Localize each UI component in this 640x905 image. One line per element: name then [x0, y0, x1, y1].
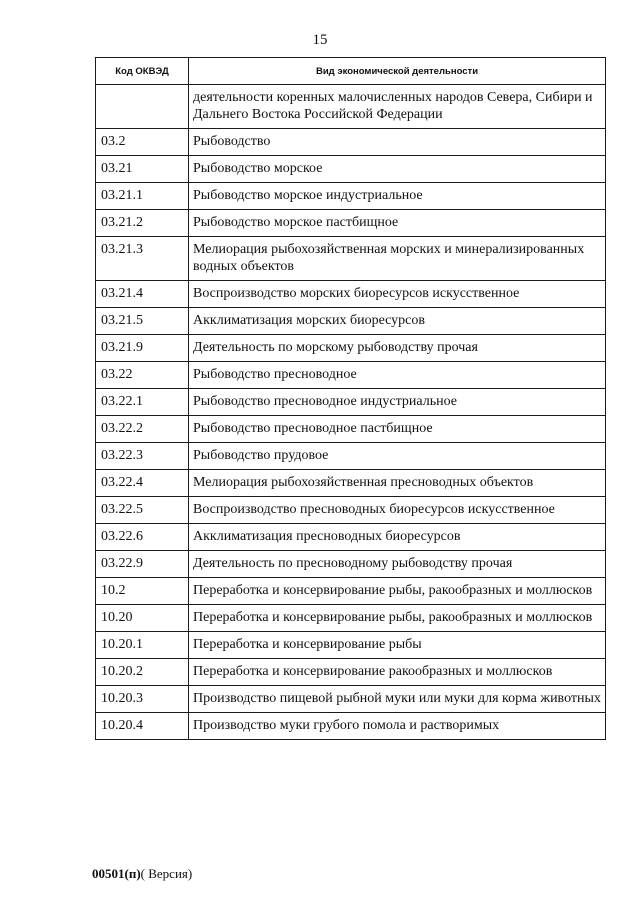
table-row — [96, 156, 606, 183]
table-row — [96, 210, 606, 237]
okved-code: 03.21 — [96, 156, 189, 183]
okved-code: 10.20.1 — [96, 632, 189, 659]
table-row — [96, 281, 606, 308]
table-row — [96, 659, 606, 686]
table-row — [96, 497, 606, 524]
okved-code: 03.22.2 — [96, 416, 189, 443]
activity-name: Переработка и консервирование ракообразных и моллюсков — [189, 659, 606, 686]
okved-code: 10.20 — [96, 605, 189, 632]
table-row — [96, 129, 606, 156]
activity-name: Акклиматизация морских биоресурсов — [189, 308, 606, 335]
okved-code: 03.22.6 — [96, 524, 189, 551]
activity-name: Мелиорация рыбохозяйственная пресноводных объектов — [189, 470, 606, 497]
table-row — [96, 578, 606, 605]
activity-name: Мелиорация рыбохозяйственная морских и минерализированных водных объектов — [189, 237, 606, 281]
footer-code: 00501(п) — [92, 866, 141, 881]
table-row — [96, 686, 606, 713]
table-row — [96, 443, 606, 470]
activity-name: Рыбоводство морское индустриальное — [189, 183, 606, 210]
okved-code: 03.22.5 — [96, 497, 189, 524]
table-row — [96, 389, 606, 416]
table-row — [96, 713, 606, 740]
table-row — [96, 551, 606, 578]
activity-name: деятельности коренных малочисленных народов Севера, Сибири и Дальнего Востока Российской Федерации — [189, 85, 606, 129]
table-row — [96, 183, 606, 210]
okved-code: 03.21.5 — [96, 308, 189, 335]
table-row — [96, 632, 606, 659]
activity-name: Рыбоводство пресноводное пастбищное — [189, 416, 606, 443]
activity-name: Производство пищевой рыбной муки или муки для корма животных — [189, 686, 606, 713]
table-header-row — [96, 58, 606, 85]
activity-name: Рыбоводство — [189, 129, 606, 156]
okved-code: 03.21.9 — [96, 335, 189, 362]
activity-name: Рыбоводство пресноводное индустриальное — [189, 389, 606, 416]
table-row — [96, 237, 606, 281]
activity-name: Акклиматизация пресноводных биоресурсов — [189, 524, 606, 551]
activity-name: Рыбоводство морское — [189, 156, 606, 183]
activity-name: Переработка и консервирование рыбы, ракообразных и моллюсков — [189, 605, 606, 632]
okved-code: 03.21.2 — [96, 210, 189, 237]
footer-version: ( Версия) — [140, 866, 193, 881]
okved-code: 03.22.9 — [96, 551, 189, 578]
activity-name: Деятельность по пресноводному рыбоводству прочая — [189, 551, 606, 578]
okved-code: 03.22.4 — [96, 470, 189, 497]
header-activity: Вид экономической деятельности — [189, 58, 606, 85]
okved-code: 03.22 — [96, 362, 189, 389]
activity-name: Производство муки грубого помола и растворимых — [189, 713, 606, 740]
activity-name: Рыбоводство пресноводное — [189, 362, 606, 389]
activity-name: Воспроизводство пресноводных биоресурсов искусственное — [189, 497, 606, 524]
header-code: Код ОКВЭД — [96, 58, 189, 85]
table-row — [96, 362, 606, 389]
table-row — [96, 85, 606, 129]
table-row — [96, 335, 606, 362]
okved-code: 03.22.1 — [96, 389, 189, 416]
table-row — [96, 605, 606, 632]
table-body — [96, 85, 606, 740]
activity-name: Деятельность по морскому рыбоводству прочая — [189, 335, 606, 362]
activity-name: Рыбоводство морское пастбищное — [189, 210, 606, 237]
okved-code: 03.2 — [96, 129, 189, 156]
footer — [92, 866, 192, 882]
okved-code: 03.21.4 — [96, 281, 189, 308]
okved-code: 10.20.4 — [96, 713, 189, 740]
okved-code: 10.20.2 — [96, 659, 189, 686]
okved-table — [95, 57, 606, 740]
activity-name: Переработка и консервирование рыбы, ракообразных и моллюсков — [189, 578, 606, 605]
okved-code: 03.21.1 — [96, 183, 189, 210]
activity-name: Воспроизводство морских биоресурсов искусственное — [189, 281, 606, 308]
table-row — [96, 416, 606, 443]
activity-name: Рыбоводство прудовое — [189, 443, 606, 470]
okved-code: 10.2 — [96, 578, 189, 605]
okved-code: 03.21.3 — [96, 237, 189, 281]
activity-name: Переработка и консервирование рыбы — [189, 632, 606, 659]
okved-code: 03.22.3 — [96, 443, 189, 470]
okved-code: 10.20.3 — [96, 686, 189, 713]
table-row — [96, 308, 606, 335]
table-row — [96, 470, 606, 497]
okved-code — [96, 85, 189, 129]
table-row — [96, 524, 606, 551]
page-number: 15 — [312, 32, 328, 48]
